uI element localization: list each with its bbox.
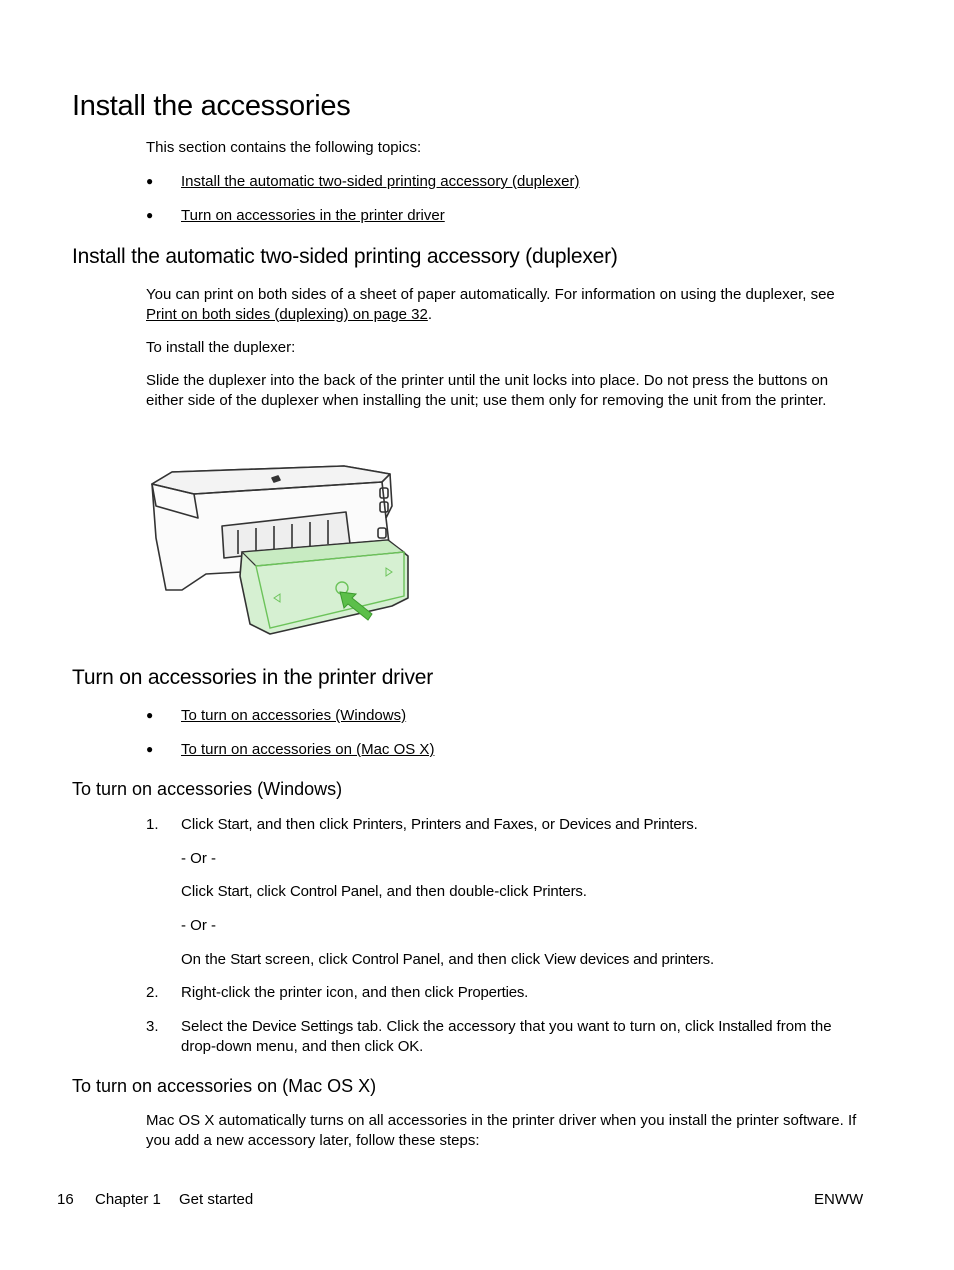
duplexer-unit [240, 540, 408, 634]
duplexer-paragraph-3: Slide the duplexer into the back of the printer until the unit locks into place. Do not press the buttons on either side of the duplexer when installing the unit; use them only for removing the unit from the printer. [146, 372, 829, 409]
step-text-run: . [709, 951, 715, 968]
link-mac[interactable]: To turn on accessories on (Mac OS X) [181, 741, 435, 758]
step-text-run: . [693, 816, 698, 833]
step-text-run: Click [181, 883, 218, 900]
or-separator: - Or - [181, 917, 216, 934]
ui-term: Start [217, 883, 249, 900]
topic-link-duplexer[interactable]: Install the automatic two-sided printing accessory (duplexer) [181, 173, 580, 190]
step-text-run: , click [248, 883, 291, 900]
step-text-run: Select the [181, 1018, 252, 1035]
bullet-icon: ● [146, 742, 154, 756]
intro-text: This section contains the following topics: [146, 139, 422, 156]
step-number: 3. [146, 1018, 159, 1035]
windows-alt-1 [181, 882, 871, 902]
duplexer-paragraph-1 [146, 285, 861, 324]
duplexer-install-illustration [146, 448, 416, 640]
step-text-run: . [419, 1037, 424, 1055]
step-text-run: , and then double-click [378, 883, 533, 900]
step-text-run: On the [181, 951, 231, 968]
mac-heading: To turn on accessories on (Mac OS X) [72, 1076, 377, 1096]
footer-section: Get started [179, 1191, 254, 1208]
step-number: 2. [146, 984, 159, 1001]
ui-term: Control Panel [290, 883, 379, 900]
step-text [181, 983, 861, 1003]
step-text [181, 1017, 861, 1056]
step-text-run: , and then click [248, 816, 353, 833]
para-text: You can print on both sides of a sheet of paper automatically. For information on using the duplexer, see [146, 286, 835, 303]
para-text: . [427, 305, 433, 323]
page-title: Install the accessories [72, 90, 351, 122]
step-text-run: . [524, 984, 529, 1001]
bullet-icon: ● [146, 708, 154, 722]
bullet-icon: ● [146, 174, 154, 188]
ui-term: Devices and Printers [559, 816, 694, 833]
ui-term: Start [217, 816, 249, 833]
bullet-icon: ● [146, 208, 154, 222]
step-text-run: screen, click [260, 951, 352, 968]
windows-alt-2 [181, 950, 871, 970]
duplexer-paragraph-2: To install the duplexer: [146, 339, 296, 356]
or-separator: - Or - [181, 850, 216, 867]
duplexing-link[interactable]: Print on both sides (duplexing) on page 32 [146, 305, 428, 323]
ui-term: Printers and Faxes [411, 816, 534, 833]
ui-term: Printers [352, 816, 403, 833]
step-text-run: from the drop-down menu, and then click [181, 1018, 832, 1055]
ui-term: Device Settings [251, 1018, 354, 1035]
step-text-run: tab. Click the accessory that you want to turn on, click [353, 1018, 719, 1035]
link-windows[interactable]: To turn on accessories (Windows) [181, 707, 407, 724]
ui-term: Printers [532, 883, 583, 900]
ui-term: Properties [457, 984, 525, 1001]
step-text-run: Right-click the printer icon, and then click [181, 984, 458, 1001]
ui-term: View devices and printers [544, 951, 710, 968]
step-number: 1. [146, 816, 159, 833]
ui-term: Installed [718, 1018, 773, 1035]
page-number: 16 [57, 1191, 74, 1208]
footer-right: ENWW [814, 1191, 864, 1208]
step-text-run: , [402, 816, 412, 833]
ui-term: Control Panel [351, 951, 441, 968]
mac-paragraph: Mac OS X automatically turns on all accessories in the printer driver when you install the printer software. If you add a new accessory later, follow these steps: [146, 1112, 857, 1149]
driver-heading: Turn on accessories in the printer driver [72, 666, 434, 689]
step-text [181, 815, 861, 835]
step-text-run: . [582, 883, 587, 900]
step-text-run: , and then click [440, 951, 545, 968]
topic-link-driver[interactable]: Turn on accessories in the printer driver [181, 207, 445, 224]
step-text-run: , or [533, 816, 560, 833]
ui-term: Start [230, 951, 261, 968]
ui-term: OK [397, 1037, 420, 1055]
duplexer-heading: Install the automatic two-sided printing accessory (duplexer) [72, 245, 618, 268]
step-text-run: Click [181, 816, 218, 833]
windows-heading: To turn on accessories (Windows) [72, 779, 343, 799]
footer-chapter: Chapter 1 [95, 1191, 161, 1208]
